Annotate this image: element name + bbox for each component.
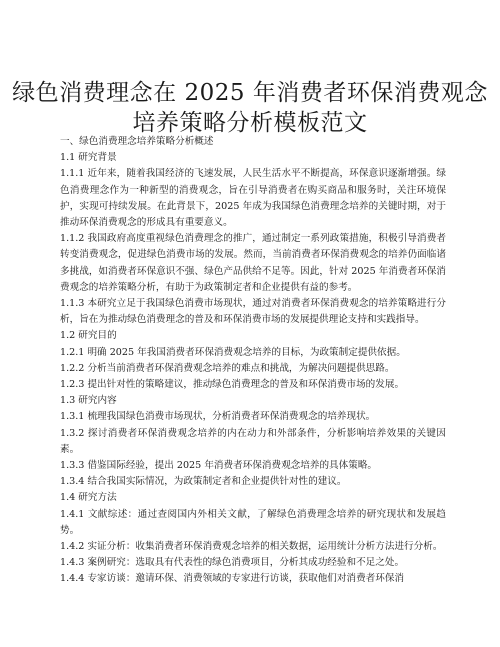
paragraph: 1.3.2 探讨消费者环保消费观念培养的内在动力和外部条件，分析影响培养效果的关键因素。 xyxy=(60,427,446,455)
title-line-1: 绿色消费理念在 2025 年消费者环保消费观念 xyxy=(12,80,488,106)
paragraph: 1.3.3 借鉴国际经验，提出 2025 年消费者环保消费观念培养的具体策略。 xyxy=(60,460,378,472)
title-line-2: 培养策略分析模板范文 xyxy=(132,110,368,136)
subsection-heading: 1.1 研究背景 xyxy=(60,152,117,164)
paragraph: 1.2.2 分析当前消费者环保消费观念培养的难点和挑战，为解决问题提供思路。 xyxy=(60,362,395,374)
paragraph: 1.3.1 梳理我国绿色消费市场现状，分析消费者环保消费观念的培养现状。 xyxy=(60,411,376,423)
paragraph: 1.4.1 文献综述：通过查阅国内外相关文献，了解绿色消费理念培养的研究现状和发展趋势。 xyxy=(60,508,446,536)
subsection-heading: 1.2 研究目的 xyxy=(60,330,117,342)
paragraph: 1.2.1 明确 2025 年我国消费者环保消费观念培养的目标，为政策制定提供依据。 xyxy=(60,346,406,358)
section-heading: 一、绿色消费理念培养策略分析概述 xyxy=(60,136,214,147)
paragraph: 1.1.1 近年来，随着我国经济的飞速发展，人民生活水平不断提高，环保意识逐渐增强。绿色消费理念作为一种新型的消费观念，旨在引导消费者在购买商品和服务时，关注环境保护，实现可持续发展。在此背景下，2025 年成为我国绿色消费理念培养的关键时期，对于推动环保消费观念的形成具有重要意义。 xyxy=(60,168,446,229)
paragraph: 1.1.2 我国政府高度重视绿色消费理念的推广，通过制定一系列政策措施，积极引导消费者转变消费观念，促进绿色消费市场的发展。然而，当前消费者环保消费观念的培养仍面临诸多挑战，如消费者环保意识不强、绿色产品供给不足等。因此，针对 2025 年消费者环保消费观念的培养策略分析，有助于为政策制定者和企业提供有益的参考。 xyxy=(60,233,446,293)
subsection-heading: 1.4 研究方法 xyxy=(60,492,117,504)
paragraph: 1.4.3 案例研究：选取具有代表性的绿色消费项目，分析其成功经验和不足之处。 xyxy=(60,557,405,569)
document-body xyxy=(60,134,446,588)
paragraph: 1.4.2 实证分析：收集消费者环保消费观念培养的相关数据，运用统计分析方法进行分析。 xyxy=(60,541,443,553)
paragraph: 1.2.3 提出针对性的策略建议，推动绿色消费理念的普及和环保消费市场的发展。 xyxy=(60,379,405,391)
paragraph: 1.1.3 本研究立足于我国绿色消费市场现状，通过对消费者环保消费观念的培养策略进行分析，旨在为推动绿色消费理念的普及和环保消费市场的发展提供理论支持和实践指导。 xyxy=(60,298,446,326)
paragraph: 1.4.4 专家访谈：邀请环保、消费领域的专家进行访谈，获取他们对消费者环保消 xyxy=(60,573,405,585)
subsection-heading: 1.3 研究内容 xyxy=(60,395,117,407)
paragraph: 1.3.4 结合我国实际情况，为政策制定者和企业提供针对性的建议。 xyxy=(60,476,347,488)
document-title xyxy=(0,0,500,138)
